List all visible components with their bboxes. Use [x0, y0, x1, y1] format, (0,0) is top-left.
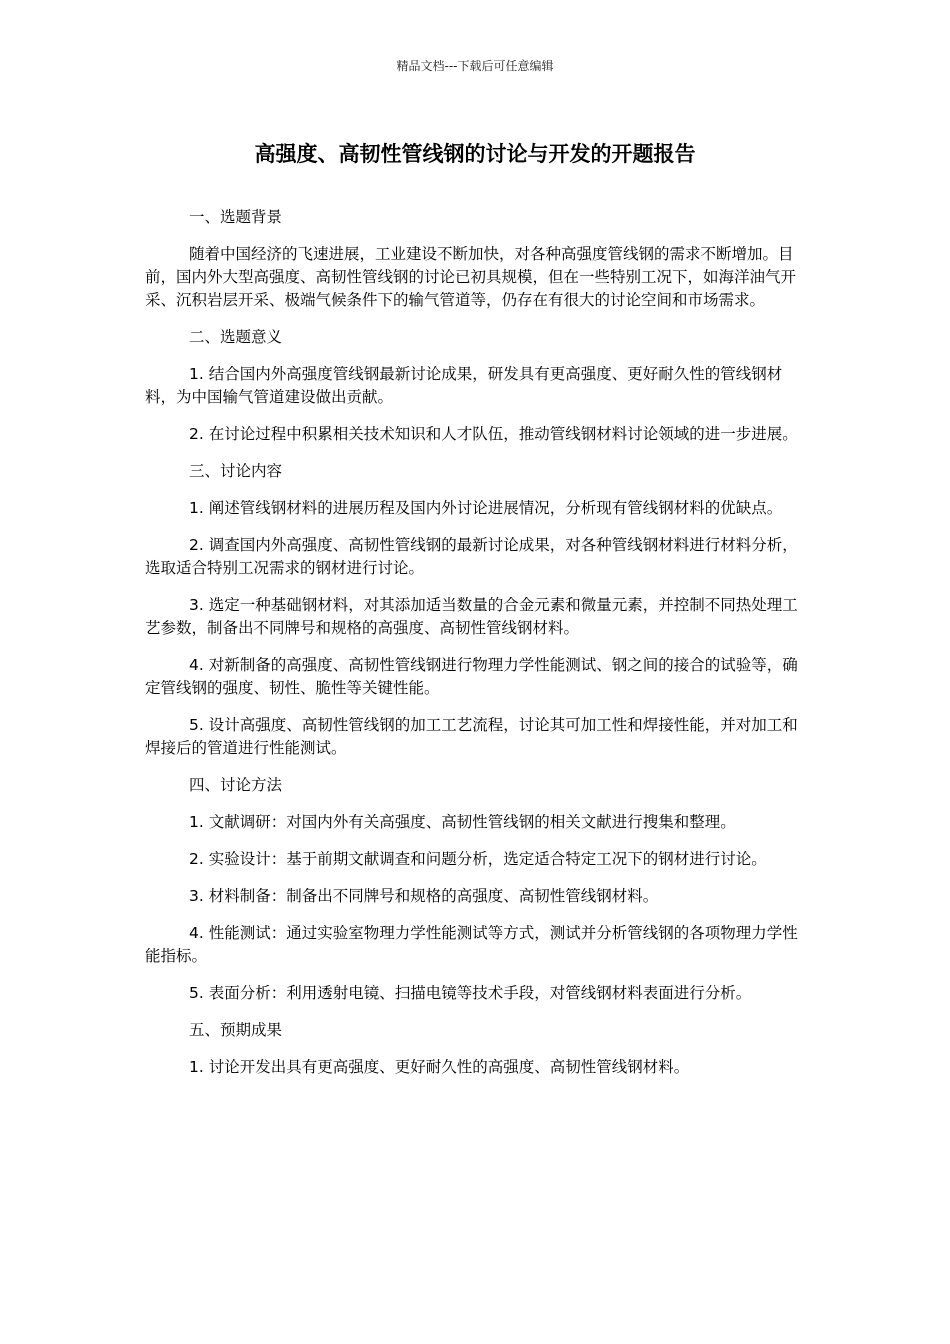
method-item-4: 4. 性能测试：通过实验室物理力学性能测试等方式，测试并分析管线钢的各项物理力学性能指标。 — [145, 924, 798, 965]
section-heading-significance: 二、选题意义 — [189, 328, 283, 346]
method-item-2: 2. 实验设计：基于前期文献调查和问题分析，选定适合特定工况下的钢材进行讨论。 — [189, 850, 767, 868]
method-item-1: 1. 文献调研：对国内外有关高强度、高韧性管线钢的相关文献进行搜集和整理。 — [189, 813, 736, 831]
content-item-1: 1. 阐述管线钢材料的进展历程及国内外讨论进展情况，分析现有管线钢材料的优缺点。 — [189, 499, 783, 517]
section-heading-content: 三、讨论内容 — [189, 462, 283, 480]
section-heading-expected-results: 五、预期成果 — [189, 1021, 283, 1039]
background-paragraph: 随着中国经济的飞速进展，工业建设不断加快，对各种高强度管线钢的需求不断增加。目前，国内外大型高强度、高韧性管线钢的讨论已初具规模，但在一些特别工况下，如海洋油气开采、沉积岩层开采、极端气候条件下的输气管道等，仍存在有很大的讨论空间和市场需求。 — [145, 245, 797, 309]
section-heading-background: 一、选题背景 — [189, 208, 283, 226]
page-header-note: 精品文档---下载后可任意编辑 — [396, 59, 554, 73]
content-item-3: 3. 选定一种基础钢材料，对其添加适当数量的合金元素和微量元素，并控制不同热处理工艺参数，制备出不同牌号和规格的高强度、高韧性管线钢材料。 — [145, 596, 798, 637]
significance-item-1: 1. 结合国内外高强度管线钢最新讨论成果，研发具有更高强度、更好耐久性的管线钢材料，为中国输气管道建设做出贡献。 — [145, 365, 783, 406]
content-item-5: 5. 设计高强度、高韧性管线钢的加工工艺流程，讨论其可加工性和焊接性能，并对加工和焊接后的管道进行性能测试。 — [145, 716, 798, 757]
document-body — [145, 206, 809, 1093]
document-title: 高强度、高韧性管线钢的讨论与开发的开题报告 — [254, 142, 696, 166]
section-heading-methods: 四、讨论方法 — [189, 776, 283, 794]
expected-result-item-1: 1. 讨论开发出具有更高强度、更好耐久性的高强度、高韧性管线钢材料。 — [189, 1058, 690, 1076]
content-item-4: 4. 对新制备的高强度、高韧性管线钢进行物理力学性能测试、钢之间的接合的试验等，确定管线钢的强度、韧性、脆性等关键性能。 — [145, 656, 798, 697]
content-item-2: 2. 调查国内外高强度、高韧性管线钢的最新讨论成果，对各种管线钢材料进行材料分析，选取适合特别工况需求的钢材进行讨论。 — [145, 536, 798, 577]
significance-item-2: 2. 在讨论过程中积累相关技术知识和人才队伍，推动管线钢材料讨论领域的进一步进展。 — [189, 425, 798, 443]
method-item-3: 3. 材料制备：制备出不同牌号和规格的高强度、高韧性管线钢材料。 — [189, 887, 659, 905]
method-item-5: 5. 表面分析：利用透射电镜、扫描电镜等技术手段，对管线钢材料表面进行分析。 — [189, 984, 752, 1002]
